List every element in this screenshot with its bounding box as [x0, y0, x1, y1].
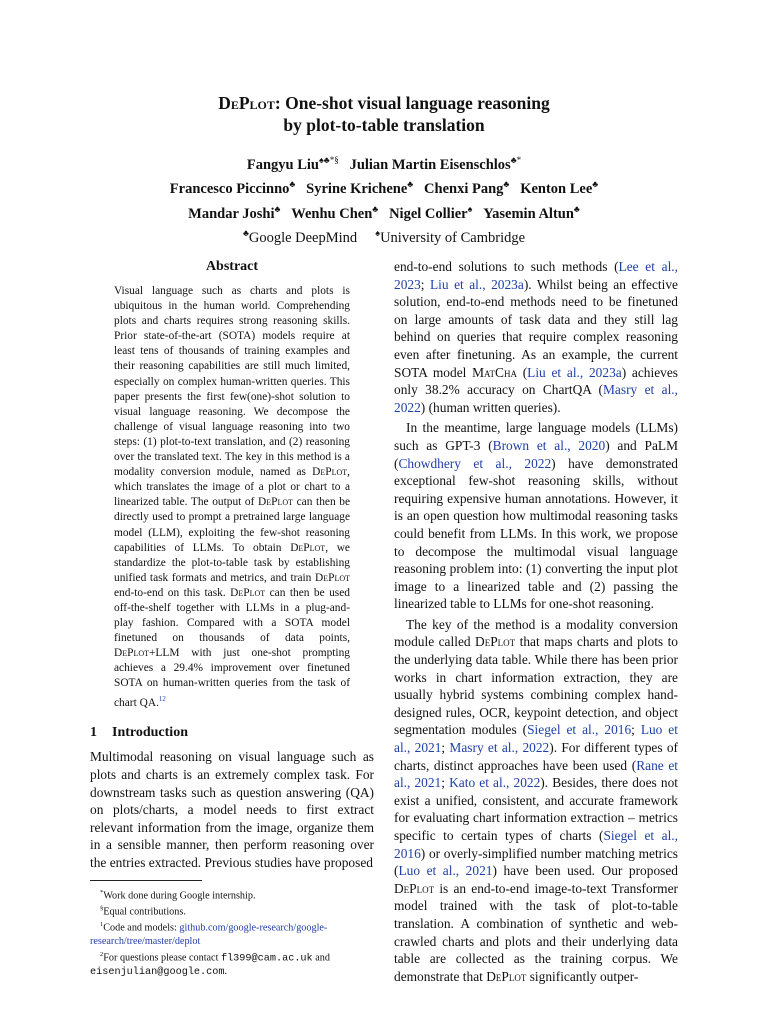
text-run: significantly outper- — [526, 968, 639, 984]
affiliation-mark: ♣ — [242, 227, 249, 238]
text-run: ) (human written queries). — [420, 399, 561, 415]
method-name: DePlot — [290, 541, 326, 554]
footnote-text: . — [224, 966, 228, 978]
body-paragraph — [394, 258, 678, 416]
affiliation-name: University of Cambridge — [380, 229, 526, 246]
text-run: ) achieves only 38.2% accuracy on ChartQA ( — [394, 364, 679, 398]
intro-paragraph: Multimodal reasoning on visual language such as plots and charts is an extremely complex task. For downstream tasks such as question answering (QA) on plots/charts, a model needs to first extract relevant information from the image, organize them in a sensible manner, then perform reasoning over the entries extracted. Previous studies have proposed — [90, 749, 374, 870]
author-block — [0, 151, 768, 248]
citation-link[interactable]: Masry et al., 2022 — [449, 740, 550, 756]
left-column — [90, 258, 374, 979]
affiliation-line — [0, 224, 768, 248]
abstract-text-part: +LLM with just one-shot prompting achieves a 29.4% improvement over finetuned SOTA on human-written queries from the task of chart QA. — [114, 647, 350, 709]
text-run: that maps charts and plots to the underlying data table. While there has been prior works in chart information extraction, they are usually hybrid systems combining complex hand-designed rules, OCR, keypoint detection, and object segmentation modules ( — [394, 634, 679, 738]
text-run: ; — [631, 722, 641, 738]
text-run: ). Whilst being an effective solution, end-to-end methods need to be finetuned on large amounts of task data and they still lag behind on queries that require complex reasoning even after finetuning. As an example, the current SOTA model — [394, 276, 679, 380]
text-run: is an end-to-end image-to-text Transformer model trained with the task of plot-to-table translation. A combination of synthetic and web-crawled charts and plots and their underlying data table are collected as the training corpus. We demonstrate that — [394, 880, 678, 984]
method-name: DePlot — [230, 586, 266, 599]
text-run: ; — [420, 276, 430, 292]
author-marks: ♣ — [289, 179, 296, 190]
text-run: The key of the method is a modality conversion module called — [394, 616, 678, 650]
citation-link[interactable]: Brown et al., 2020 — [492, 437, 606, 453]
text-run: ; — [441, 775, 450, 791]
method-name: DePlot — [486, 968, 527, 984]
author-line-1 — [0, 151, 768, 175]
citation-link[interactable]: Luo et al., 2021 — [394, 722, 678, 756]
author-marks: ♣ — [274, 203, 281, 214]
title-line-2: by plot-to-table translation — [283, 115, 485, 135]
affiliation-mark: ♠ — [375, 227, 381, 238]
method-name: DePlot — [258, 496, 294, 509]
footnote-divider — [90, 880, 202, 881]
method-name: DePlot — [312, 466, 348, 479]
footnote-text: Equal contributions. — [103, 906, 186, 918]
contact-email: eisenjulian@google.com — [90, 967, 225, 979]
model-name: MatCha — [472, 364, 517, 380]
author-marks: ♠♣*§ — [319, 155, 339, 165]
title-line-1-rest: : One-shot visual language reasoning — [274, 93, 550, 113]
author-marks: ♣ — [503, 179, 510, 190]
body-paragraph — [394, 419, 678, 613]
abstract-text — [114, 284, 350, 710]
text-run: ) have demonstrated exceptional few-shot reasoning skills, without requiring expensive human annotations. However, it is an open question how multimodal reasoning tasks could benefit from LLMs. In this work, we propose to decompose the multimodal visual language reasoning problem into: (1) converting the input plot image to a linearized table and (2) passing the linearized table to LLMs for one-shot reasoning. — [394, 455, 678, 612]
affiliation-name: Google DeepMind — [248, 229, 358, 246]
abstract-text-part: end-to-end on this task. — [114, 586, 231, 599]
citation-link[interactable]: Masry et al., 2022 — [394, 382, 678, 415]
author-name: Fangyu Liu — [246, 156, 319, 173]
citation-link[interactable]: Liu et al., 2023a — [430, 276, 524, 292]
text-run: In the meantime, large language models (LLMs) such as GPT-3 ( — [394, 420, 678, 453]
text-run: ( — [516, 364, 528, 380]
footnotes — [90, 886, 374, 980]
footnote-mark: * — [100, 888, 104, 896]
section-title-text: Introduction — [112, 725, 188, 741]
text-run: ) have been used. Our proposed — [492, 863, 678, 879]
abstract-text-part: , we standardize the plot-to-table task by establishing unified task formats and metrics, and train — [114, 541, 350, 584]
footnote-ref[interactable]: 12 — [158, 694, 166, 703]
section-heading-introduction — [90, 724, 374, 742]
footnote-text: Code and models: — [103, 922, 180, 934]
author-name: Chenxi Pang — [424, 181, 504, 198]
citation-link[interactable]: Siegel et al., 2016 — [394, 828, 678, 861]
citation-link[interactable]: Chowdhery et al., 2022 — [398, 455, 552, 471]
footnote-mark: 2 — [100, 950, 104, 958]
author-name: Julian Martin Eisenschlos — [349, 156, 511, 173]
author-name: Syrine Krichene — [306, 181, 408, 198]
author-name: Nigel Collier — [389, 205, 468, 222]
abstract-text-part: , which translates the image of a plot or chart to a linearized table. The output of — [114, 466, 350, 509]
footnote — [90, 902, 374, 918]
footnote-text: For questions please contact — [103, 952, 221, 964]
body-paragraph — [394, 616, 678, 985]
footnote-mark: § — [100, 904, 104, 912]
citation-link[interactable]: Lee et al., 2023 — [394, 259, 678, 292]
text-run: ) and PaLM ( — [394, 437, 678, 471]
author-line-2 — [0, 175, 768, 199]
title-line-1 — [0, 92, 768, 114]
author-name: Mandar Joshi — [188, 205, 275, 222]
footnote-text: Work done during Google internship. — [103, 889, 256, 901]
method-name: DePlot — [475, 634, 516, 650]
footnote — [90, 948, 374, 979]
text-run: end-to-end solutions to such methods ( — [394, 259, 619, 274]
footnote-text: and — [312, 952, 330, 964]
abstract-text-part: Visual language such as charts and plots is ubiquitous in the human world. Comprehending plots and charts requires strong reasoning skills. Prior state-of-the-art (SOTA) models require at least tens of thousands of training examples and their reasoning capabilities are still much limited, especially on complex human-written queries. This paper presents the first few(one)-shot solution to visual language reasoning. We decompose the challenge of visual language reasoning into two steps: (1) plot-to-text translation, and (2) reasoning over the translated text. The key in this method is a modality conversion module, named as — [114, 285, 350, 479]
author-name: Kenton Lee — [520, 181, 593, 198]
citation-link[interactable]: Kato et al., 2022 — [449, 775, 541, 791]
title-method-name: DePlot — [218, 93, 275, 113]
author-name: Francesco Piccinno — [169, 181, 290, 198]
author-marks: ♠ — [467, 203, 473, 214]
text-run: ; — [441, 740, 450, 756]
citation-link[interactable]: Liu et al., 2023a — [527, 364, 622, 380]
method-name: DePlot — [114, 647, 149, 660]
author-marks: ♣ — [573, 203, 580, 214]
footnote — [90, 918, 374, 947]
paper-title — [0, 92, 768, 136]
footnote-mark: 1 — [100, 921, 104, 929]
section-number: 1 — [90, 725, 97, 741]
footnote — [90, 886, 374, 902]
author-marks: ♣ — [407, 179, 414, 190]
citation-link[interactable]: Luo et al., 2021 — [398, 863, 493, 879]
text-run: ). Besides, there does not exist a unified, consistent, and accurate framework for evaluating chart information extraction – metrics specific to certain types of charts ( — [394, 775, 678, 843]
contact-email: fl399@cam.ac.uk — [220, 953, 313, 965]
abstract-text-part: can then be used off-the-shelf together with LLMs in a plug-and-play fashion. Compared with a SOTA model finetuned on thousands of data points, — [114, 586, 350, 645]
right-column — [394, 258, 678, 985]
author-line-3 — [0, 200, 768, 224]
abstract-text-part: can then be directly used to prompt a pretrained large language model (LLM), exploiting the few-shot reasoning capabilities of LLMs. To obtain — [114, 496, 350, 554]
author-name: Wenhu Chen — [291, 205, 373, 222]
author-marks: ♣ — [372, 203, 379, 214]
author-name: Yasemin Altun — [483, 205, 574, 222]
author-marks: ♣ — [592, 179, 599, 190]
method-name: DePlot — [394, 880, 435, 896]
author-marks: ♣* — [510, 155, 522, 165]
text-run: ). For different types of charts, distinct approaches have been used ( — [394, 740, 679, 773]
abstract-heading: Abstract — [205, 259, 259, 274]
citation-link[interactable]: Siegel et al., 2016 — [527, 722, 632, 738]
text-run: ) or overly-simplified number matching metrics ( — [394, 845, 678, 879]
code-link[interactable]: github.com/google-research/google-research/tree/master/deplot — [90, 922, 328, 947]
citation-link[interactable]: Rane et al., 2021 — [394, 757, 678, 791]
method-name: DePlot — [315, 571, 350, 584]
